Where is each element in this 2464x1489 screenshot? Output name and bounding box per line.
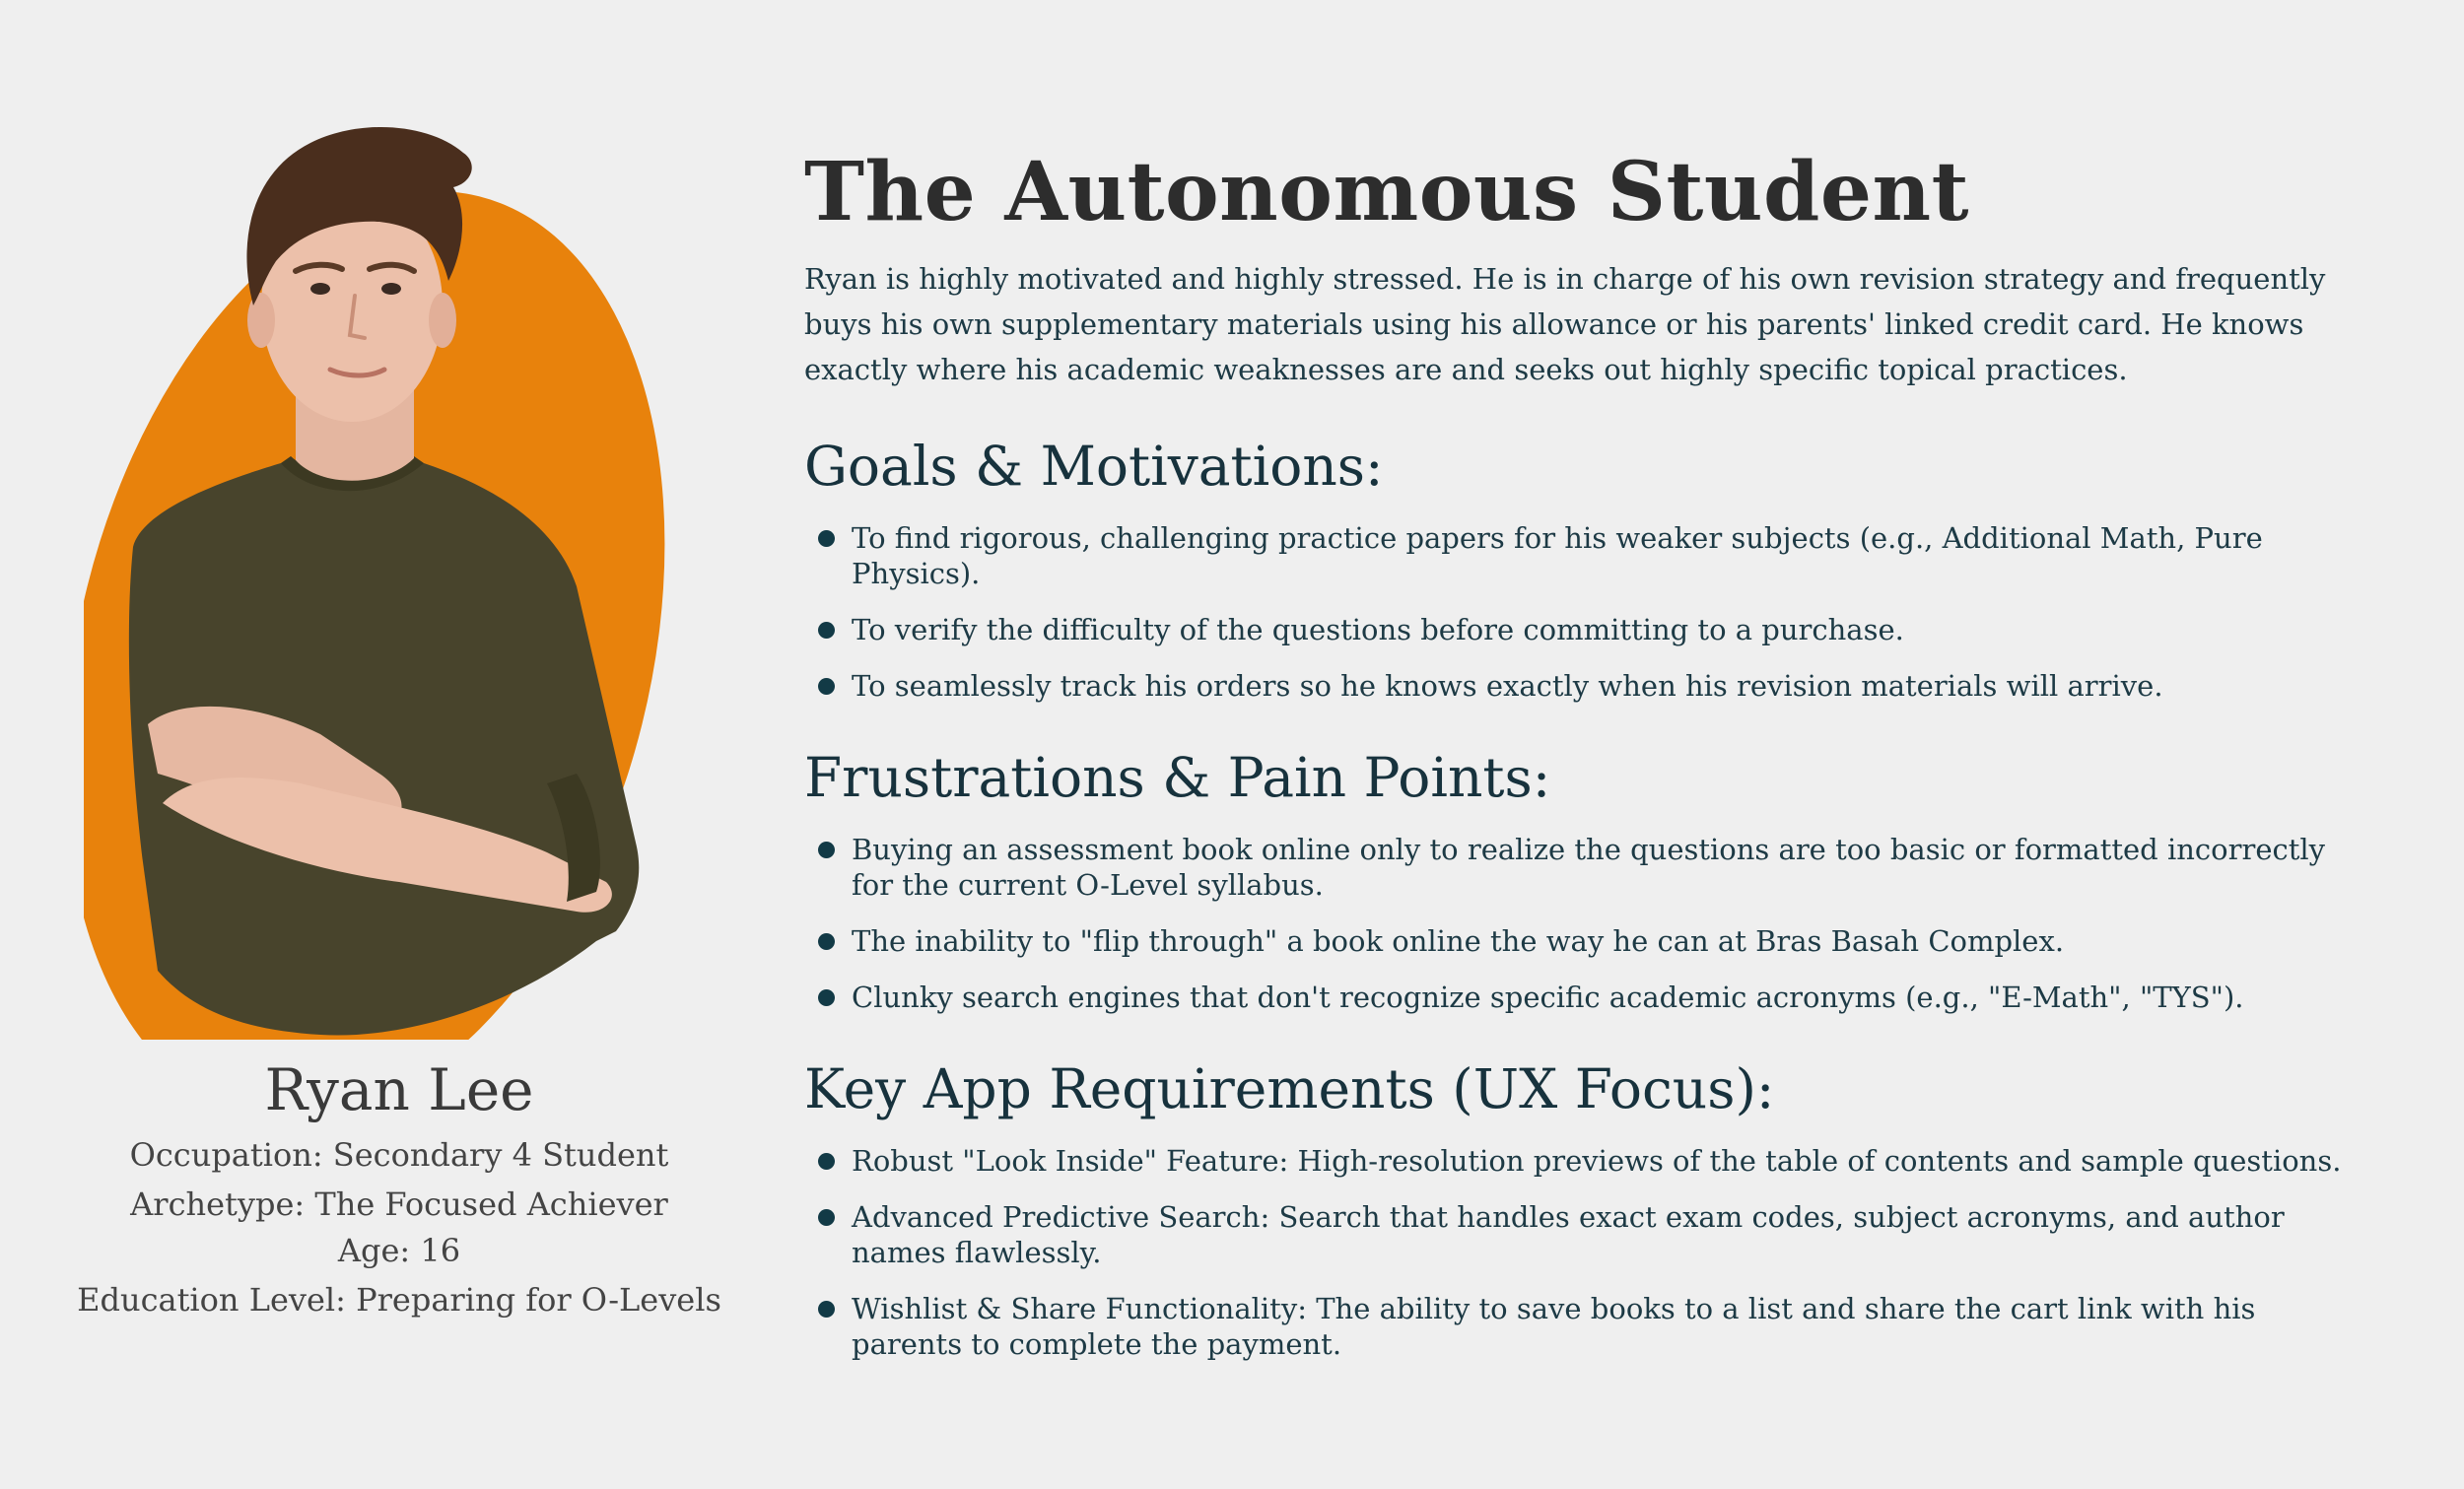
list-item [804, 923, 2360, 959]
list-item [804, 1291, 2360, 1362]
frustration-text: The inability to "flip through" a book online the way he can at Bras Basah Complex. [852, 924, 2065, 958]
persona-archetype: Archetype: The Focused Achiever [130, 1185, 668, 1223]
goal-text: To find rigorous, challenging practice papers for his weaker subjects (e.g., Additional Math, Pure Physics). [852, 521, 2263, 590]
bullet-icon [818, 622, 835, 639]
list-item [804, 1199, 2360, 1270]
bullet-icon [818, 530, 835, 547]
bullet-icon [818, 1301, 835, 1318]
persona-photo [84, 94, 715, 1040]
goal-text: To seamlessly track his orders so he knows exactly when his revision materials will arrive. [852, 669, 2163, 703]
requirement-text: Advanced Predictive Search: Search that handles exact exam codes, subject acronyms, and author names flawlessly. [852, 1200, 2285, 1269]
list-item [804, 668, 2360, 704]
bullet-icon [818, 1209, 835, 1226]
persona-profile [0, 0, 798, 1489]
frustration-text: Buying an assessment book online only to realize the questions are too basic or formatted incorrectly for the current O-Level syllabus. [852, 833, 2326, 902]
persona-occupation: Occupation: Secondary 4 Student [129, 1136, 669, 1174]
list-item [804, 1143, 2360, 1179]
frustrations-list [804, 832, 2371, 1015]
frustrations-heading: Frustrations & Pain Points: [804, 746, 1551, 809]
list-item [804, 612, 2360, 647]
requirement-text: Robust "Look Inside" Feature: High-resolution previews of the table of contents and sample questions. [852, 1144, 2342, 1178]
requirements-heading: Key App Requirements (UX Focus): [804, 1057, 1775, 1120]
goal-text: To verify the difficulty of the questions before committing to a purchase. [852, 613, 1904, 646]
persona-name: Ryan Lee [264, 1056, 534, 1123]
persona-education: Education Level: Preparing for O-Levels [77, 1281, 721, 1319]
list-item [804, 980, 2360, 1015]
persona-age: Age: 16 [337, 1232, 461, 1269]
bullet-icon [818, 933, 835, 950]
frustration-text: Clunky search engines that don't recognize specific academic acronyms (e.g., "E-Math", "TYS"). [852, 981, 2244, 1014]
bullet-icon [818, 989, 835, 1006]
bullet-icon [818, 1153, 835, 1170]
goals-heading: Goals & Motivations: [804, 435, 1384, 498]
requirements-list [804, 1143, 2371, 1362]
bullet-icon [818, 678, 835, 695]
persona-intro: Ryan is highly motivated and highly stressed. He is in charge of his own revision strategy and frequently buys his own supplementary materials using his allowance or his parents' linked credit card. He knows exactly where his academic weaknesses are and seeks out highly specific topical practices. [804, 262, 2326, 386]
persona-title: The Autonomous Student [804, 145, 1969, 239]
persona-content [804, 138, 2371, 1383]
goals-list [804, 520, 2371, 704]
bullet-icon [818, 842, 835, 858]
requirement-text: Wishlist & Share Functionality: The ability to save books to a list and share the cart link with his parents to complete the payment. [852, 1292, 2256, 1361]
list-item [804, 520, 2360, 591]
list-item [804, 832, 2360, 903]
